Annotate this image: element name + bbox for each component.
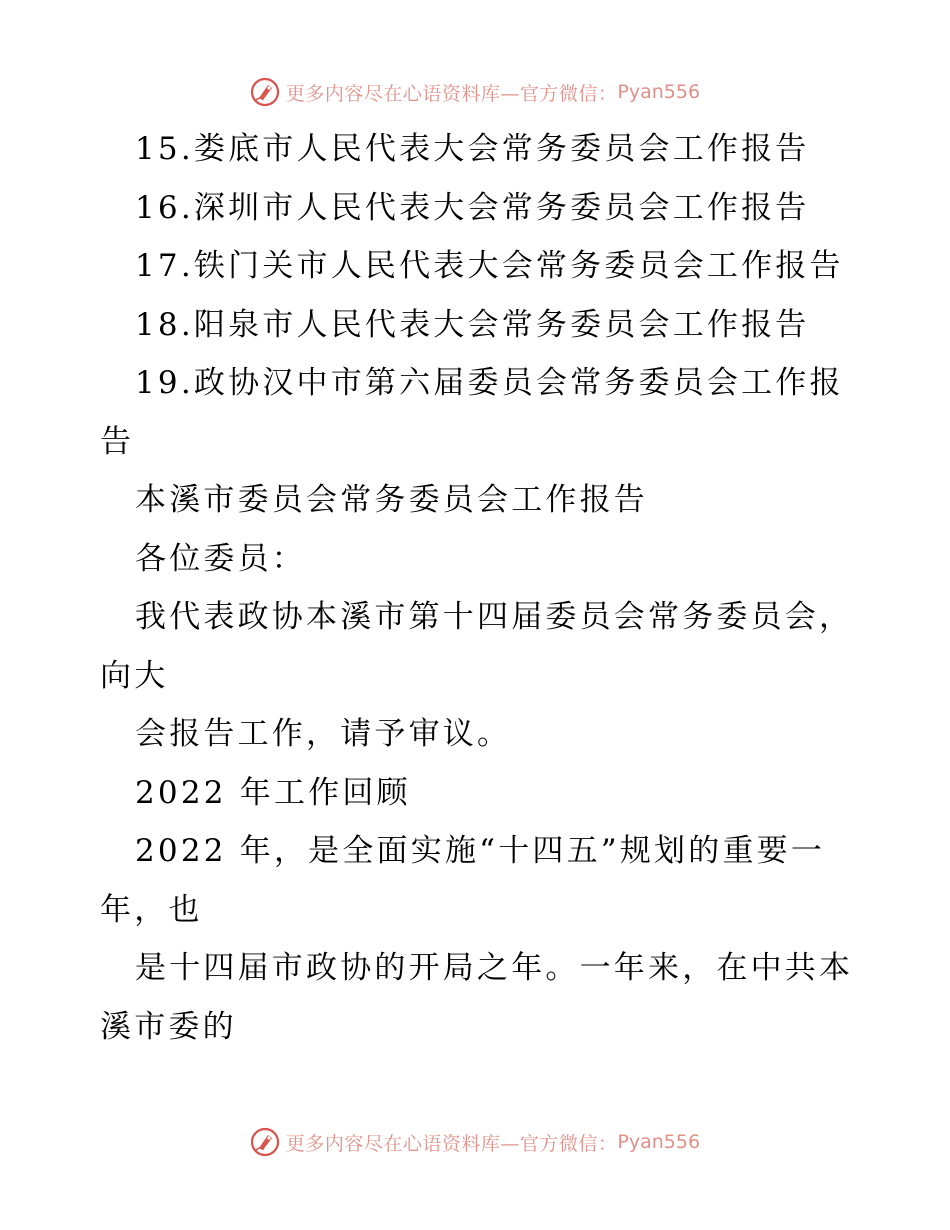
- paragraph-line: 年，也: [100, 891, 203, 928]
- list-item: 15.娄底市人民代表大会常务委员会工作报告: [135, 131, 810, 167]
- paragraph-line: 会报告工作，请予审议。: [135, 716, 512, 752]
- pen-nib-logo-icon: [250, 1127, 280, 1157]
- watermark-text: 更多内容尽在心语资料库—官方微信：: [285, 1132, 618, 1155]
- list-item: 18.阳泉市人民代表大会常务委员会工作报告: [135, 306, 810, 343]
- section-heading: 2022 年工作回顾: [135, 774, 411, 811]
- paragraph-line: 我代表政协本溪市第十四届委员会常务委员会，: [135, 599, 854, 635]
- salutation: 各位委员：: [135, 540, 306, 577]
- watermark-wechat-id: Pyan556: [617, 81, 701, 103]
- watermark-footer: [0, 1122, 950, 1162]
- pen-nib-logo-icon: [250, 77, 280, 107]
- paragraph-line: 是十四届市政协的开局之年。一年来，在中共本: [135, 950, 854, 986]
- paragraph-line: 溪市委的: [100, 1008, 237, 1045]
- watermark-wechat-id: Pyan556: [617, 1131, 701, 1153]
- list-item-continuation: 告: [100, 423, 135, 460]
- paragraph-line: 2022 年，是全面实施“十四五”规划的重要一: [135, 833, 826, 869]
- list-item: 19.政协汉中市第六届委员会常务委员会工作报: [135, 365, 844, 401]
- document-body: [100, 120, 860, 1056]
- list-item: 17.铁门关市人民代表大会常务委员会工作报告: [135, 248, 844, 284]
- watermark-text: 更多内容尽在心语资料库—官方微信：: [285, 82, 618, 105]
- watermark-header: [0, 72, 950, 112]
- list-item: 16.深圳市人民代表大会常务委员会工作报告: [135, 189, 810, 226]
- paragraph-line: 向大: [100, 657, 169, 694]
- report-title: 本溪市委员会常务委员会工作报告: [135, 482, 648, 518]
